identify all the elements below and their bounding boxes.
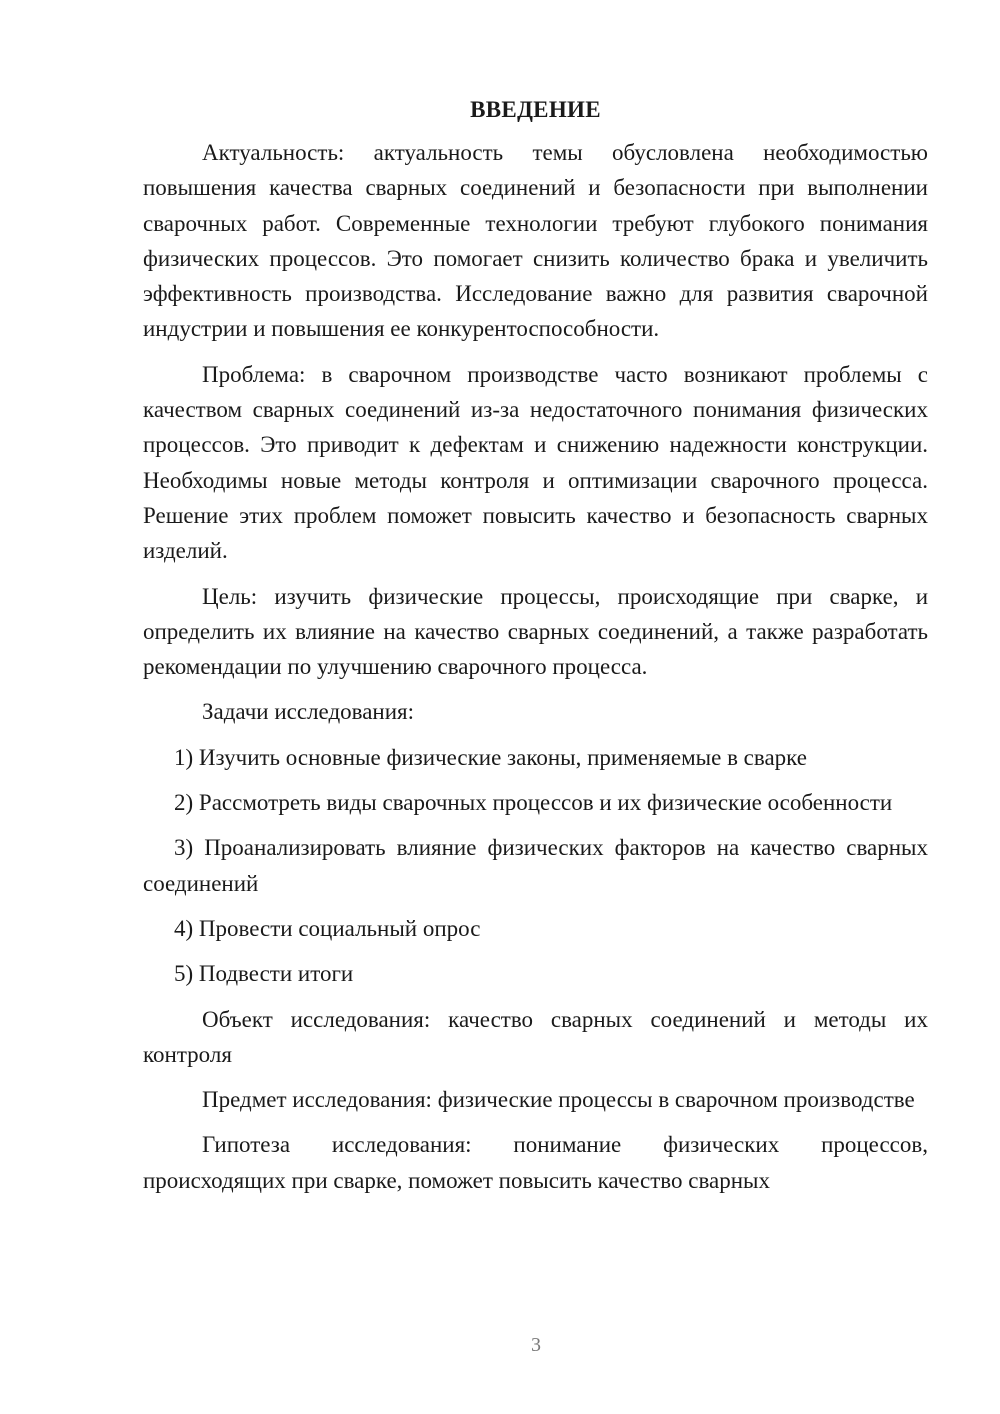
paragraph-hypothesis: Гипотеза исследования: понимание физических процессов, происходящих при сварке, поможет повысить качество сварных xyxy=(143,1132,928,1193)
document-body xyxy=(143,92,928,1208)
task-item-5: 5) Подвести итоги xyxy=(174,961,354,987)
paragraph-object: Объект исследования: качество сварных соединений и методы их контроля xyxy=(143,1006,928,1067)
task-item-4: 4) Провести социальный опрос xyxy=(174,915,481,941)
paragraph-relevance: Актуальность: актуальность темы обусловлена необходимостью повышения качества сварных соединений и безопасности при выполнении сварочных работ. Современные технологии требуют глубокого понимания физических процессов. Это помогает снизить количество брака и увеличить эффективность производства. Исследование важно для развития сварочной индустрии и повышения ее конкурентоспособности. xyxy=(143,140,928,342)
paragraph-problem: Проблема: в сварочном производстве часто возникают проблемы с качеством сварных соединений из-за недостаточного понимания физических процессов. Это приводит к дефектам и снижению надежности конструкции. Необходимы новые методы контроля и оптимизации сварочного процесса. Решение этих проблем поможет повысить качество и безопасность сварных изделий. xyxy=(143,361,928,564)
paragraph-goal: Цель: изучить физические процессы, происходящие при сварке, и определить их влияние на качество сварных соединений, а также разработать рекомендации по улучшению сварочного процесса. xyxy=(143,583,928,680)
task-item-3: 3) Проанализировать влияние физических факторов на качество сварных соединений xyxy=(143,835,928,896)
page-number: 3 xyxy=(531,1334,541,1356)
task-item-1: 1) Изучить основные физические законы, применяемые в сварке xyxy=(174,744,807,770)
paragraph-subject: Предмет исследования: физические процессы в сварочном производстве xyxy=(202,1087,915,1113)
page-title: ВВЕДЕНИЕ xyxy=(470,97,601,122)
task-item-2: 2) Рассмотреть виды сварочных процессов и их физические особенности xyxy=(174,790,893,816)
tasks-heading: Задачи исследования: xyxy=(202,699,415,725)
